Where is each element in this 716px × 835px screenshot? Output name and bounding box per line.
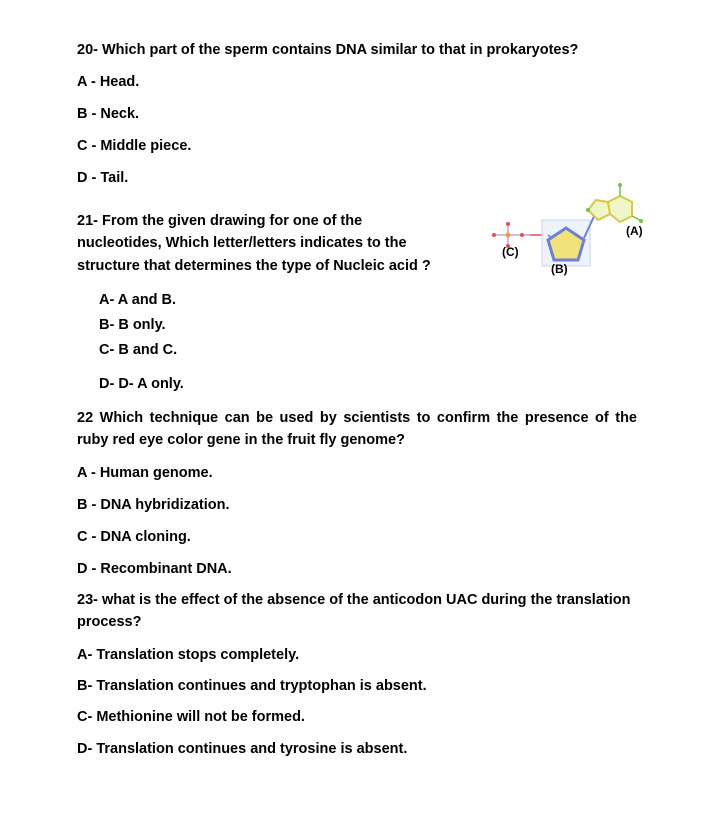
q20-option-a: A - Head. (77, 74, 140, 90)
nitrogenous-base (586, 183, 643, 223)
q21-question-line-2: nucleotides, Which letter/letters indicates to the (77, 235, 407, 251)
label-a: (A) (626, 224, 643, 238)
q21-option-a: A- A and B. (99, 292, 177, 308)
q21-question-line-1: 21- From the given drawing for one of the (77, 213, 363, 229)
q23-question-line-1: 23- what is the effect of the absence of the anticodon UAC during the translation (77, 592, 631, 608)
q20-option-c: C - Middle piece. (77, 138, 192, 154)
q23-option-d: D- Translation continues and tyrosine is absent. (77, 741, 408, 757)
q21-option-b: B- B only. (99, 317, 166, 333)
q22-option-a: A - Human genome. (77, 465, 213, 481)
q21-option-d: D- D- A only. (99, 376, 184, 392)
nucleotide-diagram (484, 180, 660, 280)
label-c: (C) (502, 245, 519, 259)
q20-option-d: D - Tail. (77, 170, 129, 186)
q22-question: 22 Which technique can be used by scientists to confirm the presence of the ruby red eye color gene in the fruit fly genome? (77, 410, 637, 448)
q22-option-b: B - DNA hybridization. (77, 497, 230, 513)
q23-option-a: A- Translation stops completely. (77, 647, 300, 663)
q22-option-c: C - DNA cloning. (77, 529, 191, 545)
q20-option-b: B - Neck. (77, 106, 140, 122)
q20-question: 20- Which part of the sperm contains DNA similar to that in prokaryotes? (77, 42, 579, 58)
q23-option-b: B- Translation continues and tryptophan is absent. (77, 678, 427, 694)
q21-option-c: C- B and C. (99, 342, 178, 358)
label-b: (B) (551, 262, 568, 276)
q23-option-c: C- Methionine will not be formed. (77, 709, 305, 725)
q21-question-line-3: structure that determines the type of Nucleic acid ? (77, 258, 431, 274)
q22-option-d: D - Recombinant DNA. (77, 561, 232, 577)
q23-question-line-2: process? (77, 614, 142, 630)
